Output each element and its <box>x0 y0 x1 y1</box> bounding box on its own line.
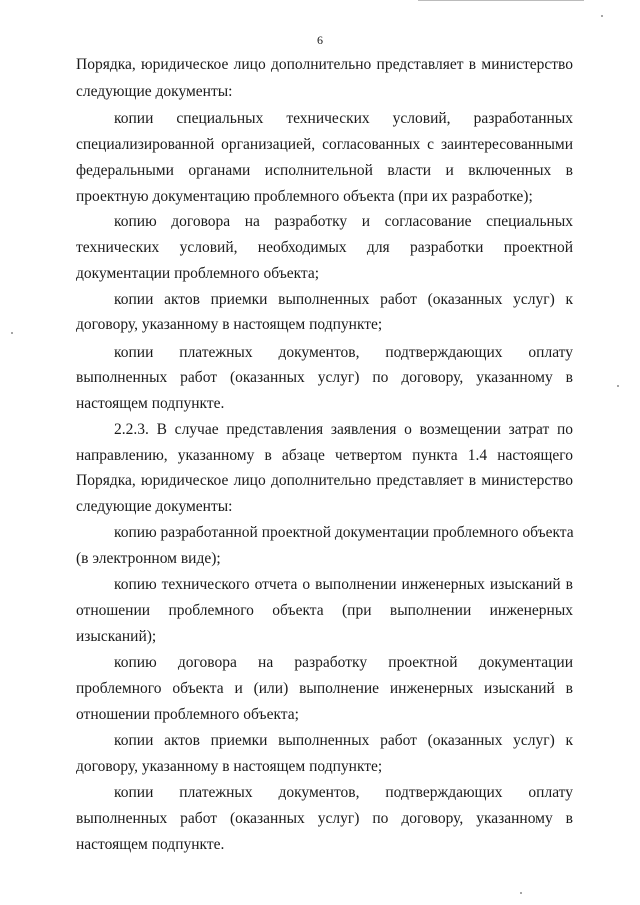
text-line: специализированной организацией, согласованных с заинтересованными <box>76 136 573 153</box>
text-line: копии актов приемки выполненных работ (оказанных услуг) к <box>114 291 573 308</box>
text-line: федеральными органами исполнительной власти и включенных в <box>76 162 573 179</box>
text-line: копию договора на разработку проектной документации <box>114 654 573 671</box>
text-line: договору, указанному в настоящем подпункте; <box>76 316 383 333</box>
text-line: копии платежных документов, подтверждающих оплату <box>114 784 573 801</box>
scan-speck <box>617 385 619 387</box>
text-line: настоящем подпункте. <box>76 836 225 853</box>
text-line: договору, указанному в настоящем подпункте; <box>76 758 383 775</box>
text-line: Порядка, юридическое лицо дополнительно представляет в министерство <box>76 56 573 73</box>
text-line: выполненных работ (оказанных услуг) по договору, указанному в <box>76 369 573 386</box>
text-line: копии актов приемки выполненных работ (оказанных услуг) к <box>114 732 573 749</box>
scan-speck <box>520 892 522 894</box>
text-line: копии платежных документов, подтверждающих оплату <box>114 344 573 361</box>
text-line: отношении проблемного объекта; <box>76 706 299 723</box>
text-line: копию технического отчета о выполнении инженерных изысканий в <box>114 576 573 593</box>
text-line: копии специальных технических условий, разработанных <box>114 110 573 127</box>
page-number: 6 <box>317 33 323 47</box>
text-line: Порядка, юридическое лицо дополнительно представляет в министерство <box>76 472 573 489</box>
text-line: проблемного объекта и (или) выполнение инженерных изысканий в <box>76 680 573 697</box>
scan-speck <box>11 332 13 334</box>
text-line: проектную документацию проблемного объекта (при их разработке); <box>76 188 533 205</box>
scan-speck <box>601 15 603 17</box>
text-line: (в электронном виде); <box>76 550 221 567</box>
text-line: 2.2.3. В случае представления заявления о возмещении затрат по <box>114 421 573 438</box>
text-line: технических условий, необходимых для разработки проектной <box>76 239 573 256</box>
text-line: копию разработанной проектной документации проблемного объекта <box>114 524 574 541</box>
text-line: изысканий); <box>76 628 157 645</box>
scan-edge-line <box>418 0 584 1</box>
text-line: следующие документы: <box>76 498 233 515</box>
text-line: выполненных работ (оказанных услуг) по договору, указанному в <box>76 810 573 827</box>
text-line: документации проблемного объекта; <box>76 265 320 282</box>
text-line: копию договора на разработку и согласование специальных <box>114 213 573 230</box>
text-line: направлению, указанному в абзаце четвертом пункта 1.4 настоящего <box>76 447 573 464</box>
text-line: отношении проблемного объекта (при выполнении инженерных <box>76 602 573 619</box>
text-line: настоящем подпункте. <box>76 395 225 412</box>
text-line: следующие документы: <box>76 83 233 100</box>
